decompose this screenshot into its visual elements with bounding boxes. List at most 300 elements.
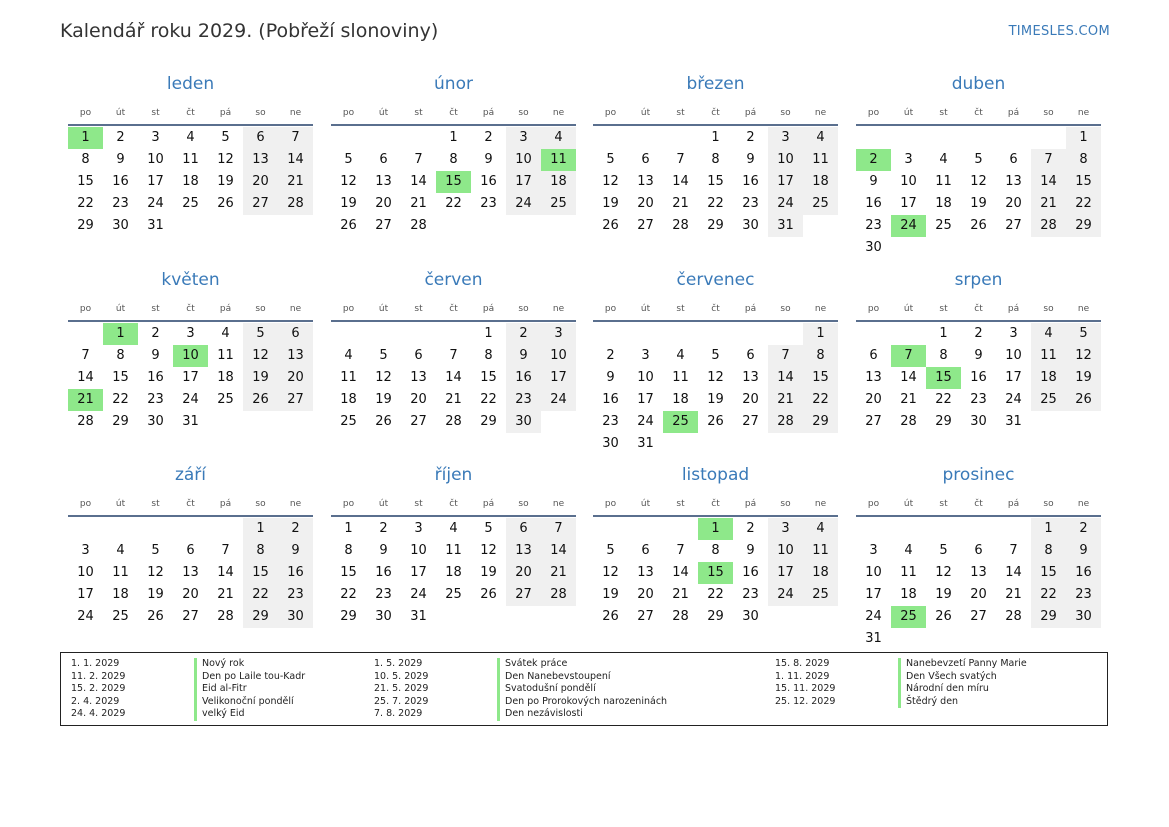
day-cell: 23 bbox=[278, 584, 313, 606]
empty-cell bbox=[628, 323, 663, 345]
legend-row bbox=[71, 658, 305, 671]
day-cell: 4 bbox=[904, 543, 913, 558]
empty-cell bbox=[628, 127, 663, 149]
day-cell: 7 bbox=[676, 543, 685, 558]
day-cell: 8 bbox=[939, 348, 948, 363]
day-cell: 1 bbox=[803, 323, 838, 345]
weekday-label: st bbox=[414, 499, 423, 509]
holiday-name: velký Eid bbox=[194, 708, 245, 721]
month-3 bbox=[856, 73, 1101, 259]
weekday-header bbox=[68, 495, 313, 517]
day-cell: 12 bbox=[217, 152, 234, 167]
day-grid bbox=[593, 127, 838, 237]
day-cell: 8 bbox=[243, 540, 278, 562]
holiday-name: Den po Prorokových narozeninách bbox=[497, 696, 667, 709]
month-name: únor bbox=[434, 74, 473, 94]
weekday-label: pá bbox=[482, 499, 495, 509]
empty-cell bbox=[698, 323, 733, 345]
day-cell: 29 bbox=[243, 606, 278, 628]
weekday-label: so bbox=[518, 499, 529, 509]
day-cell: 27 bbox=[410, 414, 427, 429]
weekday-label: pá bbox=[744, 499, 757, 509]
day-cell: 6 bbox=[746, 348, 755, 363]
day-cell: 13 bbox=[410, 370, 427, 385]
day-cell: 17 bbox=[410, 565, 427, 580]
day-cell: 11 bbox=[445, 543, 462, 558]
day-cell: 8 bbox=[711, 543, 720, 558]
day-cell: 29 bbox=[803, 411, 838, 433]
day-cell: 1 bbox=[711, 130, 720, 145]
day-cell: 14 bbox=[77, 370, 94, 385]
day-cell: 25 bbox=[803, 584, 838, 606]
day-cell: 21 bbox=[672, 196, 689, 211]
day-cell: 4 bbox=[803, 518, 838, 540]
day-cell: 22 bbox=[340, 587, 357, 602]
day-cell: 11 bbox=[1031, 345, 1066, 367]
day-cell: 27 bbox=[278, 389, 313, 411]
weekday-label: pá bbox=[219, 499, 232, 509]
day-cell: 28 bbox=[768, 411, 803, 433]
day-cell: 8 bbox=[1031, 540, 1066, 562]
day-grid bbox=[331, 323, 576, 433]
day-cell: 16 bbox=[865, 196, 882, 211]
day-cell: 28 bbox=[541, 584, 576, 606]
weekday-label: ne bbox=[814, 108, 827, 118]
day-cell: 29 bbox=[1066, 215, 1101, 237]
day-cell: 23 bbox=[742, 587, 759, 602]
day-cell: 13 bbox=[865, 370, 882, 385]
day-cell: 23 bbox=[602, 414, 619, 429]
day-cell: 8 bbox=[484, 348, 493, 363]
day-cell: 22 bbox=[480, 392, 497, 407]
weekday-label: út bbox=[115, 304, 126, 314]
day-cell: 11 bbox=[935, 174, 952, 189]
day-cell: 17 bbox=[1005, 370, 1022, 385]
day-cell: 12 bbox=[707, 370, 724, 385]
weekday-label: so bbox=[255, 108, 266, 118]
day-cell: 4 bbox=[449, 521, 458, 536]
day-cell: 15 bbox=[340, 565, 357, 580]
day-grid bbox=[856, 323, 1101, 433]
weekday-label: po bbox=[604, 108, 617, 118]
day-cell: 12 bbox=[147, 565, 164, 580]
weekday-header bbox=[856, 495, 1101, 517]
day-cell: 13 bbox=[506, 540, 541, 562]
day-cell: 20 bbox=[742, 392, 759, 407]
holiday-date: 15. 11. 2029 bbox=[775, 683, 836, 694]
holiday-name: Nový rok bbox=[194, 658, 244, 671]
site-link[interactable]: TIMESLES.COM bbox=[1008, 24, 1110, 39]
day-cell: 2 bbox=[974, 326, 983, 341]
day-cell: 23 bbox=[506, 389, 541, 411]
day-cell: 6 bbox=[869, 348, 878, 363]
legend-row bbox=[775, 671, 1027, 684]
day-cell: 2 bbox=[278, 518, 313, 540]
month-0 bbox=[68, 73, 313, 237]
legend-row bbox=[374, 708, 667, 721]
weekday-label: út bbox=[640, 304, 651, 314]
day-cell: 18 bbox=[900, 587, 917, 602]
day-cell: 4 bbox=[186, 130, 195, 145]
day-cell: 22 bbox=[1031, 584, 1066, 606]
day-cell: 9 bbox=[746, 543, 755, 558]
month-6 bbox=[593, 269, 838, 455]
day-cell: 11 bbox=[340, 370, 357, 385]
day-cell: 12 bbox=[375, 370, 392, 385]
day-cell: 23 bbox=[970, 392, 987, 407]
empty-cell bbox=[926, 518, 961, 540]
day-cell: 16 bbox=[602, 392, 619, 407]
day-cell: 10 bbox=[1005, 348, 1022, 363]
empty-cell bbox=[663, 127, 698, 149]
day-cell: 12 bbox=[602, 565, 619, 580]
holiday-name: Svatodušní pondělí bbox=[497, 683, 596, 696]
legend-row bbox=[775, 696, 1027, 709]
month-11 bbox=[856, 464, 1101, 650]
empty-cell bbox=[891, 518, 926, 540]
day-cell: 22 bbox=[707, 587, 724, 602]
day-cell: 18 bbox=[182, 174, 199, 189]
weekday-header bbox=[68, 104, 313, 126]
weekday-header bbox=[331, 300, 576, 322]
day-cell: 20 bbox=[375, 196, 392, 211]
day-cell: 8 bbox=[1066, 149, 1101, 171]
day-cell: 18 bbox=[1031, 367, 1066, 389]
day-cell: 11 bbox=[803, 149, 838, 171]
empty-cell bbox=[996, 518, 1031, 540]
day-grid bbox=[593, 323, 838, 455]
weekday-label: st bbox=[939, 499, 948, 509]
holiday-date: 24. 4. 2029 bbox=[71, 708, 126, 719]
day-grid bbox=[68, 127, 313, 237]
day-cell: 22 bbox=[803, 389, 838, 411]
day-cell: 17 bbox=[506, 171, 541, 193]
legend-row bbox=[374, 696, 667, 709]
day-cell: 19 bbox=[1066, 367, 1101, 389]
day-cell: 18 bbox=[340, 392, 357, 407]
day-cell: 15 bbox=[243, 562, 278, 584]
legend-row bbox=[775, 658, 1027, 671]
day-cell: 23 bbox=[865, 218, 882, 233]
day-cell: 21 bbox=[541, 562, 576, 584]
day-cell: 30 bbox=[1066, 606, 1101, 628]
day-cell: 9 bbox=[379, 543, 388, 558]
weekday-label: ne bbox=[289, 499, 302, 509]
day-cell: 19 bbox=[935, 587, 952, 602]
day-cell: 3 bbox=[506, 127, 541, 149]
day-cell: 14 bbox=[278, 149, 313, 171]
day-cell: 9 bbox=[606, 370, 615, 385]
day-cell: 16 bbox=[742, 565, 759, 580]
holiday-name: Den nezávislosti bbox=[497, 708, 583, 721]
day-cell: 27 bbox=[637, 609, 654, 624]
empty-cell bbox=[926, 127, 961, 149]
holiday-day-cell: 21 bbox=[68, 389, 103, 411]
holiday-day-cell: 11 bbox=[541, 149, 576, 171]
day-grid bbox=[593, 518, 838, 628]
month-10 bbox=[593, 464, 838, 628]
day-cell: 18 bbox=[803, 171, 838, 193]
legend-column bbox=[775, 658, 1027, 708]
day-cell: 8 bbox=[711, 152, 720, 167]
empty-cell bbox=[733, 323, 768, 345]
day-cell: 12 bbox=[243, 345, 278, 367]
day-cell: 3 bbox=[186, 326, 195, 341]
day-cell: 7 bbox=[414, 152, 423, 167]
day-cell: 7 bbox=[449, 348, 458, 363]
day-cell: 16 bbox=[480, 174, 497, 189]
holiday-name: Velikonoční pondělí bbox=[194, 696, 294, 709]
day-cell: 12 bbox=[970, 174, 987, 189]
day-cell: 1 bbox=[484, 326, 493, 341]
day-cell: 12 bbox=[340, 174, 357, 189]
weekday-label: ne bbox=[552, 108, 565, 118]
day-cell: 9 bbox=[151, 348, 160, 363]
day-grid bbox=[68, 518, 313, 628]
day-cell: 27 bbox=[637, 218, 654, 233]
weekday-label: so bbox=[255, 304, 266, 314]
weekday-label: pá bbox=[744, 304, 757, 314]
day-cell: 5 bbox=[221, 130, 230, 145]
day-cell: 4 bbox=[1031, 323, 1066, 345]
holiday-name: Eid al-Fitr bbox=[194, 683, 247, 696]
day-cell: 3 bbox=[768, 518, 803, 540]
weekday-label: ne bbox=[552, 499, 565, 509]
legend-row bbox=[374, 683, 667, 696]
holiday-day-cell: 15 bbox=[436, 171, 471, 193]
day-cell: 7 bbox=[1031, 149, 1066, 171]
day-cell: 8 bbox=[803, 345, 838, 367]
empty-cell bbox=[593, 518, 628, 540]
day-cell: 15 bbox=[1066, 171, 1101, 193]
day-cell: 14 bbox=[541, 540, 576, 562]
day-cell: 3 bbox=[869, 543, 878, 558]
day-cell: 2 bbox=[379, 521, 388, 536]
empty-cell bbox=[331, 323, 366, 345]
weekday-label: čt bbox=[186, 304, 195, 314]
day-cell: 17 bbox=[147, 174, 164, 189]
day-cell: 18 bbox=[217, 370, 234, 385]
day-cell: 26 bbox=[602, 609, 619, 624]
weekday-label: út bbox=[640, 499, 651, 509]
day-cell: 2 bbox=[484, 130, 493, 145]
holiday-day-cell: 15 bbox=[698, 562, 733, 584]
day-cell: 3 bbox=[414, 521, 423, 536]
day-cell: 29 bbox=[707, 218, 724, 233]
day-cell: 2 bbox=[606, 348, 615, 363]
day-cell: 17 bbox=[541, 367, 576, 389]
day-cell: 26 bbox=[970, 218, 987, 233]
weekday-label: ne bbox=[289, 108, 302, 118]
weekday-label: so bbox=[1043, 108, 1054, 118]
day-cell: 17 bbox=[900, 196, 917, 211]
day-cell: 8 bbox=[344, 543, 353, 558]
holiday-day-cell: 1 bbox=[698, 518, 733, 540]
day-cell: 17 bbox=[865, 587, 882, 602]
day-cell: 5 bbox=[974, 152, 983, 167]
day-cell: 26 bbox=[935, 609, 952, 624]
weekday-label: út bbox=[115, 108, 126, 118]
day-cell: 27 bbox=[742, 414, 759, 429]
day-cell: 24 bbox=[506, 193, 541, 215]
day-grid bbox=[856, 127, 1101, 259]
day-cell: 19 bbox=[970, 196, 987, 211]
day-cell: 9 bbox=[1066, 540, 1101, 562]
weekday-label: so bbox=[1043, 304, 1054, 314]
day-cell: 31 bbox=[182, 414, 199, 429]
day-cell: 24 bbox=[637, 414, 654, 429]
month-name: říjen bbox=[434, 465, 473, 485]
day-cell: 13 bbox=[637, 174, 654, 189]
day-cell: 1 bbox=[243, 518, 278, 540]
day-cell: 28 bbox=[672, 609, 689, 624]
weekday-label: pá bbox=[744, 108, 757, 118]
holiday-date: 7. 8. 2029 bbox=[374, 708, 423, 719]
day-cell: 29 bbox=[935, 414, 952, 429]
weekday-label: so bbox=[518, 108, 529, 118]
day-cell: 30 bbox=[506, 411, 541, 433]
day-cell: 29 bbox=[707, 609, 724, 624]
day-cell: 20 bbox=[243, 171, 278, 193]
weekday-label: čt bbox=[974, 108, 983, 118]
day-cell: 6 bbox=[1009, 152, 1018, 167]
weekday-label: út bbox=[903, 304, 914, 314]
empty-cell bbox=[366, 127, 401, 149]
day-cell: 19 bbox=[602, 196, 619, 211]
day-cell: 10 bbox=[900, 174, 917, 189]
month-name: květen bbox=[161, 270, 220, 290]
day-cell: 1 bbox=[1031, 518, 1066, 540]
day-grid bbox=[68, 323, 313, 433]
day-cell: 21 bbox=[672, 587, 689, 602]
day-cell: 4 bbox=[541, 127, 576, 149]
day-cell: 26 bbox=[217, 196, 234, 211]
day-cell: 29 bbox=[480, 414, 497, 429]
holiday-date: 1. 1. 2029 bbox=[71, 658, 120, 669]
day-cell: 25 bbox=[445, 587, 462, 602]
day-cell: 9 bbox=[116, 152, 125, 167]
weekday-label: út bbox=[903, 499, 914, 509]
holiday-name: Den Nanebevstoupení bbox=[497, 671, 611, 684]
empty-cell bbox=[663, 518, 698, 540]
weekday-label: út bbox=[903, 108, 914, 118]
day-cell: 5 bbox=[151, 543, 160, 558]
weekday-label: st bbox=[676, 499, 685, 509]
day-cell: 14 bbox=[900, 370, 917, 385]
weekday-label: st bbox=[414, 108, 423, 118]
weekday-header bbox=[856, 104, 1101, 126]
day-cell: 29 bbox=[77, 218, 94, 233]
day-cell: 7 bbox=[1009, 543, 1018, 558]
weekday-label: čt bbox=[711, 499, 720, 509]
day-cell: 21 bbox=[410, 196, 427, 211]
day-cell: 4 bbox=[803, 127, 838, 149]
weekday-label: st bbox=[151, 499, 160, 509]
day-cell: 6 bbox=[641, 152, 650, 167]
day-cell: 16 bbox=[506, 367, 541, 389]
day-cell: 27 bbox=[865, 414, 882, 429]
day-cell: 9 bbox=[746, 152, 755, 167]
empty-cell bbox=[628, 518, 663, 540]
legend-row bbox=[71, 708, 305, 721]
holiday-date: 2. 4. 2029 bbox=[71, 695, 120, 707]
day-cell: 3 bbox=[768, 127, 803, 149]
weekday-label: po bbox=[867, 304, 880, 314]
day-cell: 23 bbox=[742, 196, 759, 211]
day-cell: 28 bbox=[672, 218, 689, 233]
day-cell: 12 bbox=[602, 174, 619, 189]
day-cell: 20 bbox=[410, 392, 427, 407]
holiday-name: Den Všech svatých bbox=[898, 671, 997, 684]
day-cell: 16 bbox=[147, 370, 164, 385]
day-cell: 24 bbox=[541, 389, 576, 411]
day-cell: 14 bbox=[768, 367, 803, 389]
day-cell: 20 bbox=[182, 587, 199, 602]
day-cell: 10 bbox=[637, 370, 654, 385]
weekday-label: st bbox=[676, 108, 685, 118]
day-cell: 13 bbox=[243, 149, 278, 171]
weekday-label: ne bbox=[1077, 108, 1090, 118]
day-cell: 5 bbox=[606, 152, 615, 167]
day-cell: 3 bbox=[541, 323, 576, 345]
day-cell: 28 bbox=[77, 414, 94, 429]
day-cell: 22 bbox=[243, 584, 278, 606]
day-cell: 4 bbox=[344, 348, 353, 363]
day-cell: 24 bbox=[182, 392, 199, 407]
legend-row bbox=[374, 671, 667, 684]
weekday-header bbox=[68, 300, 313, 322]
day-cell: 15 bbox=[480, 370, 497, 385]
day-cell: 27 bbox=[970, 609, 987, 624]
day-cell: 19 bbox=[340, 196, 357, 211]
holiday-date: 1. 11. 2029 bbox=[775, 670, 830, 682]
day-cell: 25 bbox=[541, 193, 576, 215]
weekday-label: čt bbox=[449, 499, 458, 509]
day-cell: 29 bbox=[112, 414, 129, 429]
day-cell: 9 bbox=[278, 540, 313, 562]
day-cell: 31 bbox=[410, 609, 427, 624]
day-cell: 30 bbox=[970, 414, 987, 429]
day-cell: 25 bbox=[935, 218, 952, 233]
day-cell: 28 bbox=[1005, 609, 1022, 624]
legend-row bbox=[71, 696, 305, 709]
day-cell: 23 bbox=[112, 196, 129, 211]
day-cell: 9 bbox=[974, 348, 983, 363]
day-cell: 3 bbox=[904, 152, 913, 167]
empty-cell bbox=[961, 127, 996, 149]
day-cell: 16 bbox=[742, 174, 759, 189]
month-4 bbox=[68, 269, 313, 433]
month-name: duben bbox=[951, 74, 1006, 94]
day-cell: 10 bbox=[865, 565, 882, 580]
day-cell: 15 bbox=[707, 174, 724, 189]
day-cell: 8 bbox=[81, 152, 90, 167]
day-cell: 14 bbox=[445, 370, 462, 385]
empty-cell bbox=[208, 518, 243, 540]
weekday-label: pá bbox=[219, 108, 232, 118]
holiday-day-cell: 10 bbox=[173, 345, 208, 367]
day-cell: 10 bbox=[410, 543, 427, 558]
day-cell: 6 bbox=[974, 543, 983, 558]
weekday-label: pá bbox=[1007, 304, 1020, 314]
day-cell: 18 bbox=[803, 562, 838, 584]
empty-cell bbox=[173, 518, 208, 540]
day-cell: 13 bbox=[637, 565, 654, 580]
day-cell: 2 bbox=[116, 130, 125, 145]
day-cell: 14 bbox=[217, 565, 234, 580]
day-cell: 11 bbox=[803, 540, 838, 562]
month-name: srpen bbox=[954, 270, 1003, 290]
